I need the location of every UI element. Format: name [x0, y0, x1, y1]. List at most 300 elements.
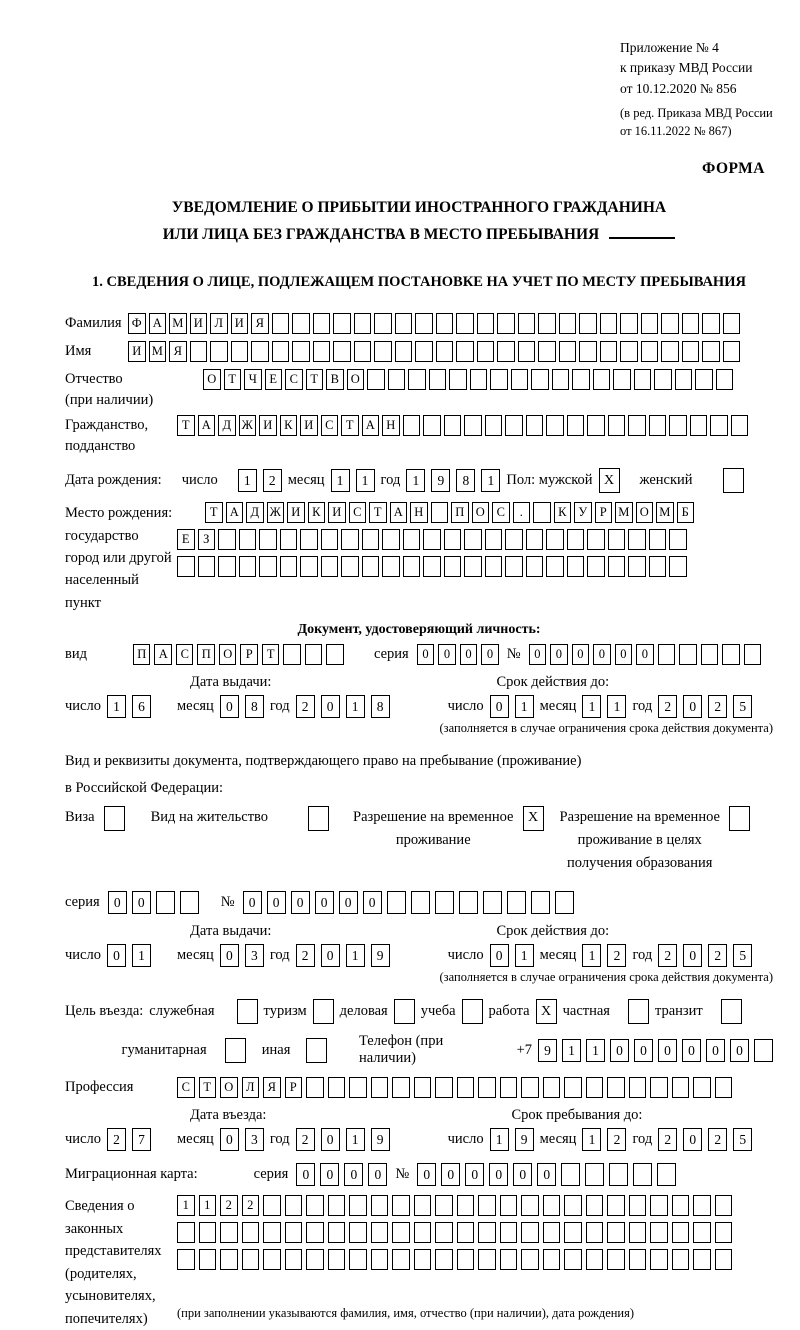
permit-number-boxes[interactable]	[243, 891, 574, 914]
char-cell[interactable]	[457, 1195, 475, 1216]
char-cell[interactable]: 6	[132, 695, 151, 718]
char-cell[interactable]: А	[226, 502, 244, 523]
char-cell[interactable]	[485, 529, 503, 550]
char-cell[interactable]: О	[220, 1077, 238, 1098]
char-cell[interactable]	[220, 1222, 238, 1243]
char-cell[interactable]	[715, 1249, 733, 1270]
char-cell[interactable]: 0	[615, 644, 633, 665]
char-cell[interactable]	[629, 1222, 647, 1243]
char-cell[interactable]: 0	[610, 1039, 629, 1062]
char-cell[interactable]: 9	[371, 1128, 390, 1151]
char-cell[interactable]	[177, 1222, 195, 1243]
char-cell[interactable]: 3	[245, 944, 264, 967]
char-cell[interactable]: И	[190, 313, 208, 334]
char-cell[interactable]: 0	[529, 644, 547, 665]
char-cell[interactable]	[485, 556, 503, 577]
char-cell[interactable]: Т	[262, 644, 280, 665]
char-cell[interactable]: П	[197, 644, 215, 665]
char-cell[interactable]	[333, 313, 351, 334]
char-cell[interactable]	[555, 891, 574, 914]
char-cell[interactable]	[328, 1195, 346, 1216]
char-cell[interactable]: Я	[251, 313, 269, 334]
char-cell[interactable]	[641, 341, 659, 362]
char-cell[interactable]: 0	[296, 1163, 315, 1186]
char-cell[interactable]: 1	[582, 1128, 601, 1151]
char-cell[interactable]	[457, 1077, 475, 1098]
char-cell[interactable]	[464, 556, 482, 577]
char-cell[interactable]	[543, 1195, 561, 1216]
char-cell[interactable]	[280, 529, 298, 550]
doc-issue-year-boxes[interactable]	[296, 695, 390, 718]
char-cell[interactable]	[669, 556, 687, 577]
char-cell[interactable]: Т	[199, 1077, 217, 1098]
char-cell[interactable]: М	[615, 502, 633, 523]
char-cell[interactable]	[362, 529, 380, 550]
char-cell[interactable]	[341, 556, 359, 577]
char-cell[interactable]	[156, 891, 175, 914]
char-cell[interactable]	[292, 313, 310, 334]
char-cell[interactable]: 1	[331, 469, 350, 492]
char-cell[interactable]	[600, 341, 618, 362]
char-cell[interactable]	[392, 1077, 410, 1098]
char-cell[interactable]	[518, 313, 536, 334]
char-cell[interactable]: 0	[291, 891, 310, 914]
char-cell[interactable]	[586, 1249, 604, 1270]
char-cell[interactable]: 0	[344, 1163, 363, 1186]
char-cell[interactable]	[371, 1222, 389, 1243]
char-cell[interactable]	[457, 1222, 475, 1243]
char-cell[interactable]	[285, 1195, 303, 1216]
char-cell[interactable]	[579, 313, 597, 334]
char-cell[interactable]	[505, 556, 523, 577]
char-cell[interactable]	[431, 502, 449, 523]
char-cell[interactable]: 0	[267, 891, 286, 914]
char-cell[interactable]	[414, 1249, 432, 1270]
char-cell[interactable]	[672, 1077, 690, 1098]
char-cell[interactable]	[283, 644, 301, 665]
purpose-study-checkbox[interactable]	[462, 999, 483, 1024]
profession-boxes[interactable]	[177, 1077, 732, 1098]
char-cell[interactable]	[675, 369, 693, 390]
char-cell[interactable]	[478, 1077, 496, 1098]
char-cell[interactable]: 0	[339, 891, 358, 914]
char-cell[interactable]: М	[169, 313, 187, 334]
migr-series-boxes[interactable]	[296, 1163, 387, 1186]
char-cell[interactable]	[272, 313, 290, 334]
char-cell[interactable]: 0	[490, 944, 509, 967]
char-cell[interactable]	[710, 415, 728, 436]
char-cell[interactable]: 2	[658, 944, 677, 967]
char-cell[interactable]: 1	[582, 695, 601, 718]
char-cell[interactable]	[395, 341, 413, 362]
char-cell[interactable]	[500, 1249, 518, 1270]
stay-day-boxes[interactable]	[490, 1128, 534, 1151]
char-cell[interactable]	[723, 313, 741, 334]
surname-boxes[interactable]	[128, 313, 740, 334]
char-cell[interactable]	[559, 313, 577, 334]
char-cell[interactable]	[259, 556, 277, 577]
char-cell[interactable]	[177, 556, 195, 577]
char-cell[interactable]	[374, 313, 392, 334]
char-cell[interactable]: 0	[593, 644, 611, 665]
char-cell[interactable]	[693, 1195, 711, 1216]
char-cell[interactable]	[608, 415, 626, 436]
char-cell[interactable]	[722, 644, 740, 665]
char-cell[interactable]: 1	[515, 944, 534, 967]
permit-exp-year-boxes[interactable]	[658, 944, 752, 967]
char-cell[interactable]	[478, 1249, 496, 1270]
char-cell[interactable]: А	[362, 415, 380, 436]
char-cell[interactable]	[564, 1249, 582, 1270]
char-cell[interactable]	[690, 415, 708, 436]
char-cell[interactable]: 2	[296, 1128, 315, 1151]
char-cell[interactable]: М	[149, 341, 167, 362]
char-cell[interactable]	[485, 415, 503, 436]
char-cell[interactable]	[436, 341, 454, 362]
char-cell[interactable]: С	[176, 644, 194, 665]
char-cell[interactable]	[239, 529, 257, 550]
purpose-work-checkbox[interactable]: X	[536, 999, 557, 1024]
char-cell[interactable]: И	[128, 341, 146, 362]
migr-number-boxes[interactable]	[417, 1163, 676, 1186]
char-cell[interactable]	[371, 1077, 389, 1098]
birthplace-boxes-line2[interactable]	[177, 529, 694, 550]
char-cell[interactable]: 0	[683, 944, 702, 967]
char-cell[interactable]	[354, 341, 372, 362]
char-cell[interactable]	[649, 556, 667, 577]
char-cell[interactable]	[633, 1163, 652, 1186]
birth-day-boxes[interactable]	[238, 469, 282, 492]
char-cell[interactable]: 2	[296, 944, 315, 967]
char-cell[interactable]	[387, 891, 406, 914]
char-cell[interactable]: О	[472, 502, 490, 523]
char-cell[interactable]: 1	[515, 695, 534, 718]
char-cell[interactable]: 0	[730, 1039, 749, 1062]
char-cell[interactable]	[490, 369, 508, 390]
char-cell[interactable]	[649, 415, 667, 436]
char-cell[interactable]	[199, 1222, 217, 1243]
char-cell[interactable]: Я	[263, 1077, 281, 1098]
char-cell[interactable]	[586, 1222, 604, 1243]
char-cell[interactable]: 0	[315, 891, 334, 914]
char-cell[interactable]: 0	[438, 644, 456, 665]
char-cell[interactable]	[702, 313, 720, 334]
repr-boxes-line2[interactable]	[177, 1222, 732, 1243]
char-cell[interactable]: Т	[205, 502, 223, 523]
char-cell[interactable]: 1	[107, 695, 126, 718]
char-cell[interactable]	[305, 644, 323, 665]
char-cell[interactable]: 0	[634, 1039, 653, 1062]
char-cell[interactable]: 0	[706, 1039, 725, 1062]
char-cell[interactable]: Т	[369, 502, 387, 523]
char-cell[interactable]	[716, 369, 734, 390]
char-cell[interactable]: Я	[169, 341, 187, 362]
char-cell[interactable]	[328, 1249, 346, 1270]
char-cell[interactable]	[272, 341, 290, 362]
char-cell[interactable]: 8	[245, 695, 264, 718]
char-cell[interactable]: 0	[363, 891, 382, 914]
char-cell[interactable]	[546, 556, 564, 577]
char-cell[interactable]: Д	[218, 415, 236, 436]
char-cell[interactable]: 0	[321, 695, 340, 718]
entry-day-boxes[interactable]	[107, 1128, 151, 1151]
char-cell[interactable]: 2	[220, 1195, 238, 1216]
char-cell[interactable]	[423, 529, 441, 550]
char-cell[interactable]	[306, 1077, 324, 1098]
patronymic-boxes[interactable]	[203, 369, 733, 390]
char-cell[interactable]	[477, 313, 495, 334]
doc-exp-month-boxes[interactable]	[582, 695, 626, 718]
char-cell[interactable]: 0	[490, 695, 509, 718]
char-cell[interactable]: И	[231, 313, 249, 334]
char-cell[interactable]: 0	[108, 891, 127, 914]
rvp-education-checkbox[interactable]	[729, 806, 750, 831]
char-cell[interactable]	[328, 1222, 346, 1243]
char-cell[interactable]	[701, 644, 719, 665]
char-cell[interactable]: 0	[417, 644, 435, 665]
char-cell[interactable]: 0	[537, 1163, 556, 1186]
char-cell[interactable]	[546, 415, 564, 436]
char-cell[interactable]: Т	[177, 415, 195, 436]
char-cell[interactable]	[198, 556, 216, 577]
char-cell[interactable]	[231, 341, 249, 362]
char-cell[interactable]	[693, 1077, 711, 1098]
char-cell[interactable]: Т	[306, 369, 324, 390]
char-cell[interactable]	[672, 1222, 690, 1243]
char-cell[interactable]: 1	[199, 1195, 217, 1216]
char-cell[interactable]	[388, 369, 406, 390]
char-cell[interactable]	[702, 341, 720, 362]
char-cell[interactable]	[371, 1249, 389, 1270]
stay-year-boxes[interactable]	[658, 1128, 752, 1151]
char-cell[interactable]	[531, 891, 550, 914]
char-cell[interactable]	[518, 341, 536, 362]
phone-boxes[interactable]	[538, 1039, 773, 1062]
visa-checkbox[interactable]	[104, 806, 125, 831]
char-cell[interactable]	[435, 1195, 453, 1216]
char-cell[interactable]	[415, 313, 433, 334]
char-cell[interactable]	[559, 341, 577, 362]
permit-issue-day-boxes[interactable]	[107, 944, 151, 967]
char-cell[interactable]	[280, 556, 298, 577]
char-cell[interactable]: Л	[210, 313, 228, 334]
char-cell[interactable]	[300, 529, 318, 550]
char-cell[interactable]	[456, 341, 474, 362]
char-cell[interactable]: 1	[582, 944, 601, 967]
char-cell[interactable]	[587, 415, 605, 436]
char-cell[interactable]	[411, 891, 430, 914]
char-cell[interactable]	[531, 369, 549, 390]
char-cell[interactable]: 1	[481, 469, 500, 492]
char-cell[interactable]: 5	[733, 944, 752, 967]
char-cell[interactable]: .	[513, 502, 531, 523]
char-cell[interactable]: М	[656, 502, 674, 523]
char-cell[interactable]	[333, 341, 351, 362]
char-cell[interactable]: Л	[242, 1077, 260, 1098]
doc-series-boxes[interactable]	[417, 644, 499, 665]
char-cell[interactable]: 0	[636, 644, 654, 665]
char-cell[interactable]	[414, 1195, 432, 1216]
char-cell[interactable]	[608, 556, 626, 577]
birthplace-boxes-line1[interactable]	[205, 502, 694, 523]
doc-number-boxes[interactable]	[529, 644, 762, 665]
char-cell[interactable]: Ч	[244, 369, 262, 390]
char-cell[interactable]	[306, 1195, 324, 1216]
char-cell[interactable]: 2	[708, 1128, 727, 1151]
char-cell[interactable]: 0	[107, 944, 126, 967]
char-cell[interactable]	[586, 1077, 604, 1098]
char-cell[interactable]: С	[285, 369, 303, 390]
char-cell[interactable]	[199, 1249, 217, 1270]
char-cell[interactable]	[561, 1163, 580, 1186]
char-cell[interactable]: 0	[683, 695, 702, 718]
permit-issue-year-boxes[interactable]	[296, 944, 390, 967]
char-cell[interactable]	[374, 341, 392, 362]
char-cell[interactable]	[587, 529, 605, 550]
repr-boxes-line1[interactable]	[177, 1195, 732, 1216]
char-cell[interactable]	[607, 1195, 625, 1216]
char-cell[interactable]: 0	[682, 1039, 701, 1062]
char-cell[interactable]	[285, 1249, 303, 1270]
doc-type-boxes[interactable]	[133, 644, 344, 665]
char-cell[interactable]	[650, 1249, 668, 1270]
char-cell[interactable]	[285, 1222, 303, 1243]
char-cell[interactable]	[543, 1222, 561, 1243]
char-cell[interactable]: Д	[246, 502, 264, 523]
char-cell[interactable]: 0	[368, 1163, 387, 1186]
char-cell[interactable]: 7	[132, 1128, 151, 1151]
char-cell[interactable]	[564, 1077, 582, 1098]
char-cell[interactable]	[321, 529, 339, 550]
char-cell[interactable]: Т	[341, 415, 359, 436]
char-cell[interactable]	[538, 313, 556, 334]
char-cell[interactable]: 9	[431, 469, 450, 492]
char-cell[interactable]	[567, 556, 585, 577]
char-cell[interactable]: О	[219, 644, 237, 665]
char-cell[interactable]: 2	[296, 695, 315, 718]
purpose-other-checkbox[interactable]	[306, 1038, 327, 1063]
char-cell[interactable]: 2	[263, 469, 282, 492]
char-cell[interactable]: 0	[321, 1128, 340, 1151]
char-cell[interactable]	[693, 1249, 711, 1270]
char-cell[interactable]: У	[574, 502, 592, 523]
char-cell[interactable]	[220, 1249, 238, 1270]
char-cell[interactable]	[500, 1077, 518, 1098]
char-cell[interactable]	[679, 644, 697, 665]
char-cell[interactable]: Р	[595, 502, 613, 523]
char-cell[interactable]	[661, 313, 679, 334]
char-cell[interactable]	[682, 313, 700, 334]
char-cell[interactable]: 2	[607, 1128, 626, 1151]
purpose-business-checkbox[interactable]	[394, 999, 415, 1024]
char-cell[interactable]	[634, 369, 652, 390]
char-cell[interactable]: Р	[285, 1077, 303, 1098]
char-cell[interactable]	[392, 1222, 410, 1243]
char-cell[interactable]	[521, 1222, 539, 1243]
char-cell[interactable]: 0	[220, 695, 239, 718]
char-cell[interactable]	[669, 529, 687, 550]
char-cell[interactable]	[564, 1195, 582, 1216]
char-cell[interactable]: 1	[562, 1039, 581, 1062]
char-cell[interactable]	[500, 1195, 518, 1216]
char-cell[interactable]	[436, 313, 454, 334]
doc-exp-year-boxes[interactable]	[658, 695, 752, 718]
char-cell[interactable]	[464, 415, 482, 436]
permit-series-boxes[interactable]	[108, 891, 199, 914]
char-cell[interactable]: Т	[224, 369, 242, 390]
entry-year-boxes[interactable]	[296, 1128, 390, 1151]
char-cell[interactable]: П	[133, 644, 151, 665]
char-cell[interactable]	[526, 529, 544, 550]
char-cell[interactable]	[613, 369, 631, 390]
char-cell[interactable]	[543, 1077, 561, 1098]
char-cell[interactable]	[190, 341, 208, 362]
char-cell[interactable]	[354, 313, 372, 334]
char-cell[interactable]: 1	[356, 469, 375, 492]
char-cell[interactable]	[382, 529, 400, 550]
char-cell[interactable]: С	[177, 1077, 195, 1098]
char-cell[interactable]: 1	[346, 1128, 365, 1151]
char-cell[interactable]: 0	[220, 944, 239, 967]
char-cell[interactable]: 0	[465, 1163, 484, 1186]
char-cell[interactable]	[423, 556, 441, 577]
char-cell[interactable]: 8	[456, 469, 475, 492]
char-cell[interactable]	[497, 313, 515, 334]
char-cell[interactable]	[478, 1195, 496, 1216]
char-cell[interactable]	[505, 529, 523, 550]
char-cell[interactable]	[629, 1249, 647, 1270]
char-cell[interactable]: Б	[677, 502, 695, 523]
char-cell[interactable]	[649, 529, 667, 550]
char-cell[interactable]: К	[280, 415, 298, 436]
char-cell[interactable]	[650, 1195, 668, 1216]
char-cell[interactable]: 0	[132, 891, 151, 914]
char-cell[interactable]: 1	[346, 695, 365, 718]
rvp-checkbox[interactable]: X	[523, 806, 544, 831]
char-cell[interactable]	[526, 415, 544, 436]
char-cell[interactable]: Ж	[267, 502, 285, 523]
permit-issue-month-boxes[interactable]	[220, 944, 264, 967]
residence-permit-checkbox[interactable]	[308, 806, 329, 831]
char-cell[interactable]	[483, 891, 502, 914]
char-cell[interactable]	[552, 369, 570, 390]
char-cell[interactable]	[415, 341, 433, 362]
char-cell[interactable]	[629, 1077, 647, 1098]
char-cell[interactable]	[511, 369, 529, 390]
char-cell[interactable]: А	[198, 415, 216, 436]
char-cell[interactable]	[403, 529, 421, 550]
char-cell[interactable]	[300, 556, 318, 577]
char-cell[interactable]: 0	[513, 1163, 532, 1186]
purpose-private-checkbox[interactable]	[628, 999, 649, 1024]
char-cell[interactable]	[620, 341, 638, 362]
char-cell[interactable]	[313, 313, 331, 334]
char-cell[interactable]	[538, 341, 556, 362]
char-cell[interactable]	[521, 1077, 539, 1098]
char-cell[interactable]	[526, 556, 544, 577]
char-cell[interactable]: О	[347, 369, 365, 390]
char-cell[interactable]	[429, 369, 447, 390]
char-cell[interactable]	[661, 341, 679, 362]
char-cell[interactable]	[259, 529, 277, 550]
char-cell[interactable]	[263, 1222, 281, 1243]
char-cell[interactable]: 1	[406, 469, 425, 492]
gender-male-checkbox[interactable]: X	[599, 468, 620, 493]
char-cell[interactable]	[328, 1077, 346, 1098]
char-cell[interactable]	[564, 1222, 582, 1243]
char-cell[interactable]	[444, 529, 462, 550]
char-cell[interactable]	[669, 415, 687, 436]
